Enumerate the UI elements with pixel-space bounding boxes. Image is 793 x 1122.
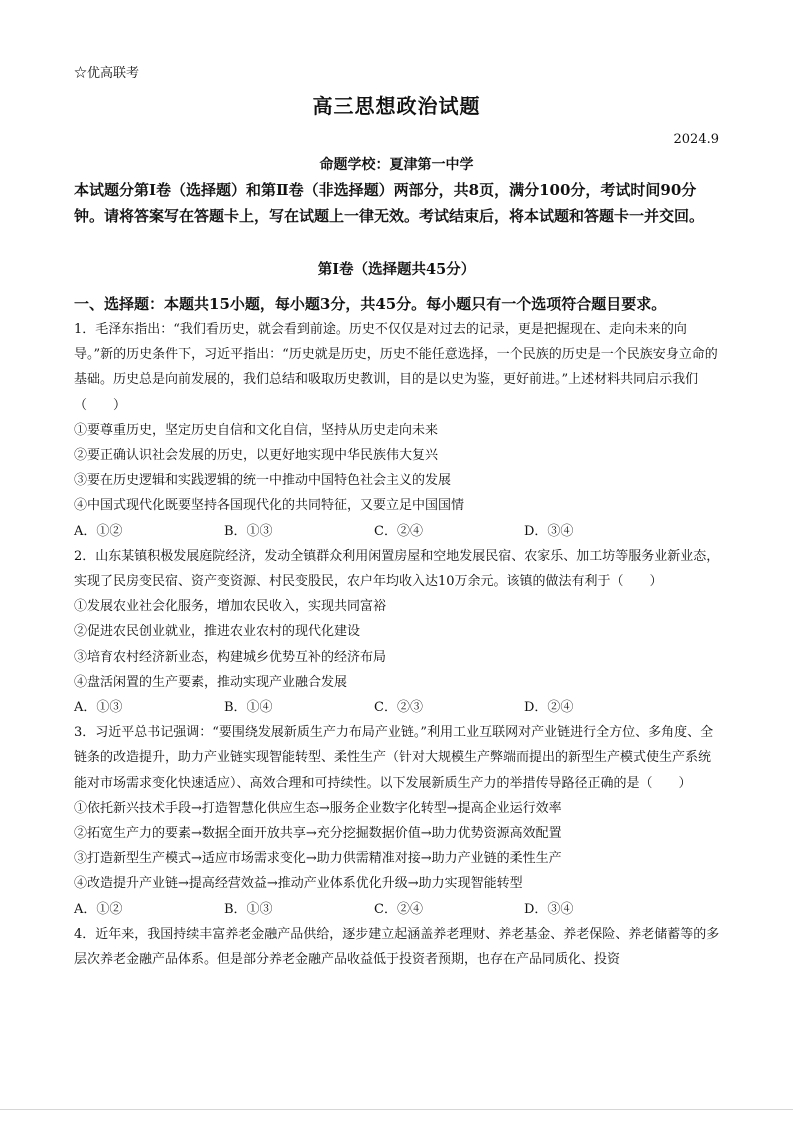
statement-option: ③培育农村经济新业态，构建城乡优势互补的经济布局 xyxy=(74,649,387,665)
statement-option: ②拓宽生产力的要素→数据全面开放共享→充分挖掘数据价值→助力优势资源高效配置 xyxy=(74,826,562,842)
question-2 xyxy=(74,544,722,720)
exam-date: 2024.9 xyxy=(673,132,719,147)
question-4 xyxy=(74,922,722,972)
question-text: 2．山东某镇积极发展庭院经济，发动全镇群众利用闲置房屋和空地发展民宿、农家乐、加工坊等服务业新业态，实现了民房变民宿、资产变资源、村民变股民，农户年均收入达10万余元。该镇的做法有利于（ ） xyxy=(74,548,720,590)
statement-option: ④中国式现代化既要坚持各国现代化的共同特征，又要立足中国国情 xyxy=(74,498,465,514)
choice-d: D．③④ xyxy=(524,901,574,917)
choice-d: D．③④ xyxy=(524,523,574,539)
answer-choices xyxy=(74,695,722,720)
section-title: 一、选择题：本题共15小题，每小题3分，共45分。每小题只有一个选项符合题目要求。 xyxy=(74,295,667,313)
questions-list xyxy=(74,317,722,972)
part-title: 第Ⅰ卷（选择题共45分） xyxy=(317,261,476,278)
choice-a: A．①③ xyxy=(74,700,123,716)
brand-label: ☆优高联考 xyxy=(74,66,140,81)
statement-option: ①发展农业社会化服务，增加农民收入，实现共同富裕 xyxy=(74,599,387,615)
choice-a: A．①② xyxy=(74,523,123,539)
choice-b: B．①④ xyxy=(224,700,273,716)
statement-option: ③要在历史逻辑和实践逻辑的统一中推动中国特色社会主义的发展 xyxy=(74,473,452,489)
choice-a: A．①② xyxy=(74,901,123,917)
question-1 xyxy=(74,317,722,544)
choice-c: C．②④ xyxy=(374,523,423,539)
question-3 xyxy=(74,720,722,922)
question-text: 3．习近平总书记强调：“要围绕发展新质生产力布局产业链。”利用工业互联网对产业链进行全方位、多角度、全链条的改造提升，助力产业链实现智能转型、柔性生产（针对大规模生产弊端而提出的新型生产模式使生产系统能对市场需求变化快速适应）、高效合理和可持续性。以下发展新质生产力的举措传导路径正确的是（ ） xyxy=(74,725,714,791)
answer-choices xyxy=(74,897,722,922)
exam-instructions: 本试题分第Ⅰ卷（选择题）和第Ⅱ卷（非选择题）两部分，共8页，满分100分，考试时间90分钟。请将答案写在答题卡上，写在试题上一律无效。考试结束后，将本试题和答题卡一并交回。 xyxy=(74,181,705,225)
question-text: 4．近年来，我国持续丰富养老金融产品供给，逐步建立起涵盖养老理财、养老基金、养老保险、养老储蓄等的多层次养老金融产品体系。但是部分养老金融产品收益低于投资者预期，也存在产品同质化、投资 xyxy=(74,926,720,968)
school-line: 命题学校：夏津第一中学 xyxy=(319,157,474,173)
choice-d: D．②④ xyxy=(524,700,574,716)
statement-option: ②促进农民创业就业，推进农业农村的现代化建设 xyxy=(74,624,361,640)
choice-b: B．①③ xyxy=(224,901,273,917)
answer-choices xyxy=(74,519,722,544)
statement-option: ①要尊重历史，坚定历史自信和文化自信，坚持从历史走向未来 xyxy=(74,422,439,438)
statement-option: ③打造新型生产模式→适应市场需求变化→助力供需精准对接→助力产业链的柔性生产 xyxy=(74,851,562,867)
choice-c: C．②④ xyxy=(374,901,423,917)
choice-b: B．①③ xyxy=(224,523,273,539)
page-title: 高三思想政治试题 xyxy=(312,94,481,118)
page-bottom-divider xyxy=(0,1109,793,1110)
statement-option: ①依托新兴技术手段→打造智慧化供应生态→服务企业数字化转型→提高企业运行效率 xyxy=(74,800,562,816)
choice-c: C．②③ xyxy=(374,700,423,716)
statement-option: ④盘活闲置的生产要素，推动实现产业融合发展 xyxy=(74,674,348,690)
statement-option: ②要正确认识社会发展的历史，以更好地实现中华民族伟大复兴 xyxy=(74,448,439,464)
question-text: 1．毛泽东指出：“我们看历史，就会看到前途。历史不仅仅是对过去的记录，更是把握现在、走向未来的向导。”新的历史条件下，习近平指出：“历史就是历史，历史不能任意选择，一个民族的历史是一个民族安身立命的基础。历史总是向前发展的，我们总结和吸取历史教训，目的是以史为鉴，更好前进。”上述材料共同启示我们（ ） xyxy=(74,322,718,413)
statement-option: ④改造提升产业链→提高经营效益→推动产业体系优化升级→助力实现智能转型 xyxy=(74,876,523,892)
